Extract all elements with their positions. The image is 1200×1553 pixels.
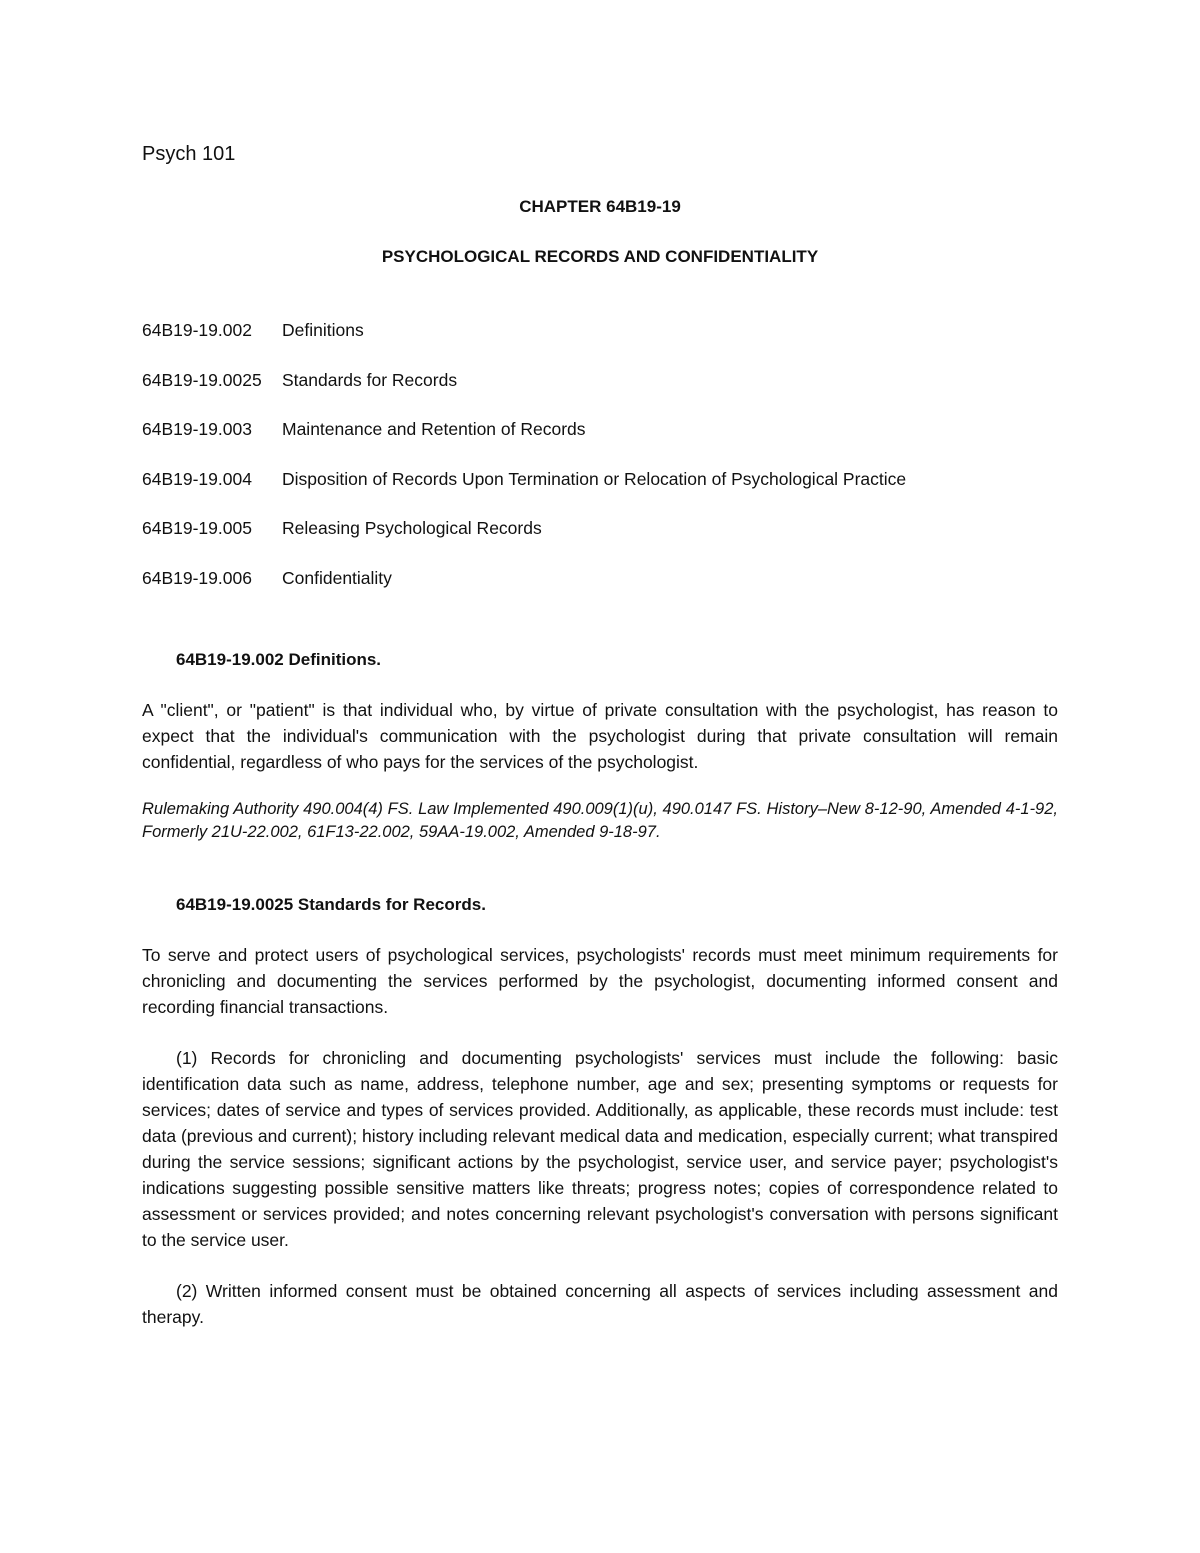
definitions-body: A "client", or "patient" is that individual who, by virtue of private consultation with the psychologist, has reason to expect that the individual's communication with the psychologist during that private consultation will remain confidential, regardless of who pays for the services of the psychologist.: [142, 699, 1058, 772]
toc-item-title: Definitions: [282, 320, 364, 340]
course-label: Psych 101: [142, 143, 236, 165]
toc-item-number: 64B19-19.006: [142, 567, 252, 588]
toc-item-number: 64B19-19.004: [142, 468, 252, 489]
toc-item-title: Disposition of Records Upon Termination or Relocation of Psychological Practice: [282, 468, 907, 489]
toc-item-title: Maintenance and Retention of Records: [282, 419, 586, 439]
definitions-history-note: Rulemaking Authority 490.004(4) FS. Law Implemented 490.009(1)(u), 490.0147 FS. History–New 8-12-90, Amended 4-1-92, Formerly 21U-22.002, 61F13-22.002, 59AA-19.002, Amended 9-18-97.: [142, 799, 1058, 841]
toc-item-title: Releasing Psychological Records: [282, 518, 542, 538]
toc-item: [142, 467, 1058, 491]
toc-item: [142, 318, 1058, 342]
standards-item-1: (1) Records for chronicling and documenting psychologists' services must include the following: basic identification data such as name, address, telephone number, age and sex; presenting symptoms or requests for services; dates of service and types of services provided. Additionally, as applicable, these records must include: test data (previous and current); history including relevant medical data and medication, especially current; what transpired during the service sessions; significant actions by the psychologist, service user, and service payer; psychologist's indications suggesting possible sensitive matters like threats; progress notes; copies of correspondence related to assessment or services provided; and notes concerning relevant psychologist's conversation with persons significant to the service user.: [142, 1047, 1058, 1250]
toc-item-number: 64B19-19.002: [142, 320, 252, 340]
chapter-number: CHAPTER 64B19-19: [519, 197, 681, 216]
toc-item: [142, 566, 1058, 590]
definitions-heading: 64B19-19.002 Definitions.: [176, 649, 382, 669]
toc-item: [142, 368, 1058, 392]
toc-item: [142, 516, 1058, 540]
standards-intro: To serve and protect users of psychological services, psychologists' records must meet minimum requirements for chronicling and documenting the services performed by the psychologist, documenting informed consent and recording financial transactions.: [142, 944, 1058, 1017]
chapter-title: PSYCHOLOGICAL RECORDS AND CONFIDENTIALITY: [381, 247, 819, 266]
toc-item-title: Confidentiality: [282, 567, 392, 588]
toc-item-number: 64B19-19.0025: [142, 369, 262, 390]
toc-item-number: 64B19-19.005: [142, 518, 252, 538]
toc-item-title: Standards for Records: [282, 369, 458, 390]
toc-item: [142, 417, 1058, 441]
standards-item-2: (2) Written informed consent must be obtained concerning all aspects of services including assessment and therapy.: [142, 1280, 1058, 1327]
standards-heading: 64B19-19.0025 Standards for Records.: [176, 894, 486, 914]
toc-item-number: 64B19-19.003: [142, 419, 252, 439]
table-of-contents: [142, 318, 1058, 590]
document-content: [142, 140, 1058, 1330]
